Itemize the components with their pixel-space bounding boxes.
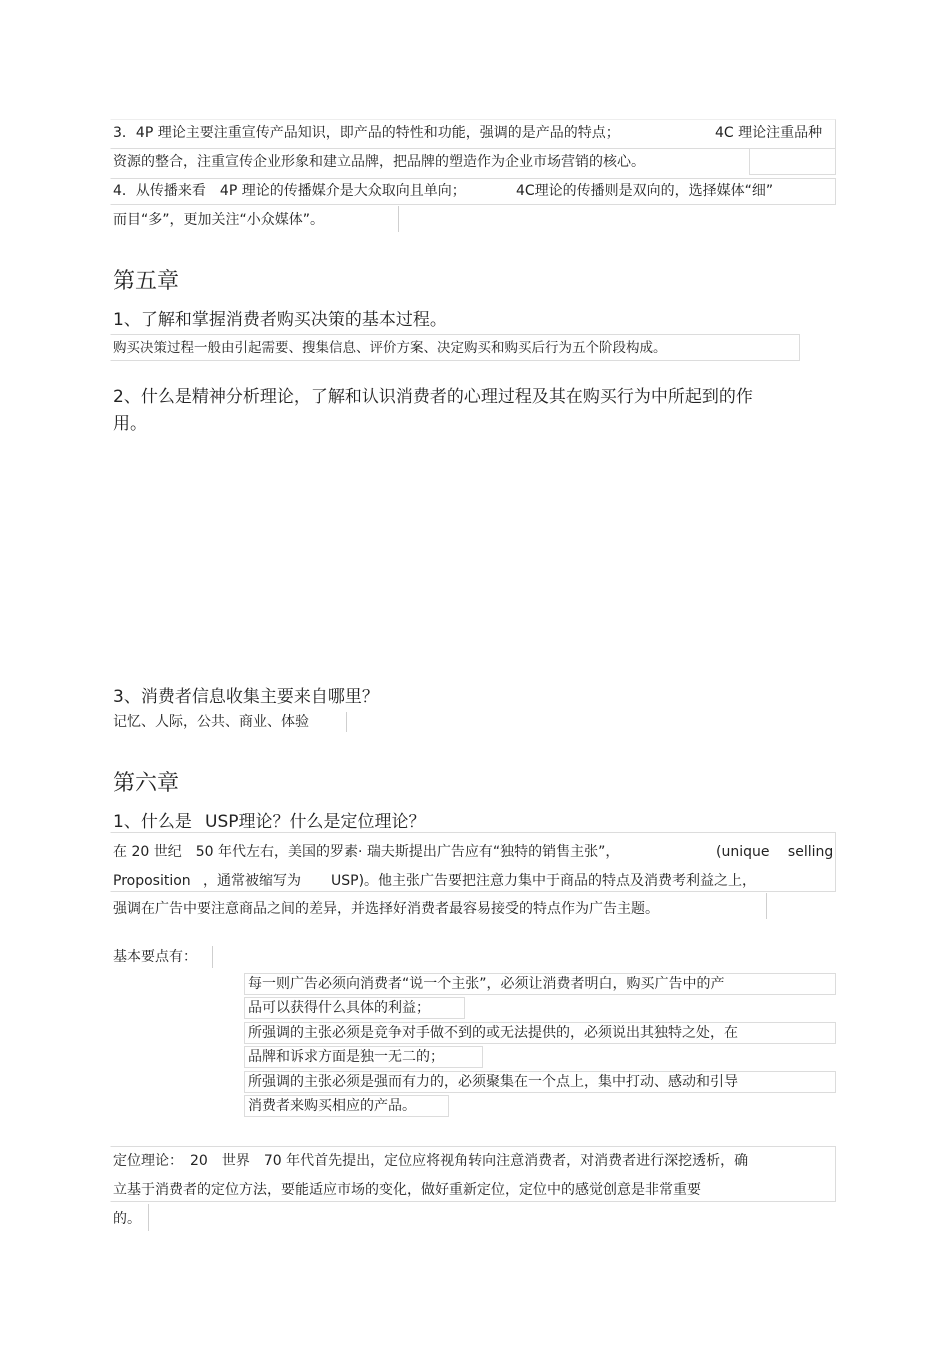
usp-line-3: 强调在广告中要注意商品之间的差异，并选择好消费者最容易接受的特点作为广告主题。 [113,901,659,917]
usp-line-2-proposition: Proposition [113,873,191,889]
positioning-line-1: 定位理论： 20 世界 70 年代首先提出，定位应将视角转向注意消费者，对消费者进行深挖透析，确 [113,1153,749,1169]
usp-line-1-english: (unique selling [716,844,834,860]
point-1-line1: 每一则广告必须向消费者“说一个主张”，必须让消费者明白，购买广告中的产 [248,976,725,992]
question-5-3: 3、消费者信息收集主要来自哪里？ [113,687,379,707]
frame-line [398,206,399,232]
chapter-5-title: 第五章 [113,269,180,294]
point-3-line2: 消费者来购买相应的产品。 [248,1098,416,1114]
answer-5-3: 记忆、人际，公共、商业、体验 [113,714,309,730]
frame-line [766,893,767,919]
point-1-line2: 品可以获得什么具体的利益； [248,1000,430,1016]
frame-line [148,1204,149,1231]
point-2-line1: 所强调的主张必须是竞争对手做不到的或无法提供的，必须说出其独特之处，在 [248,1025,738,1041]
question-5-1: 1、了解和掌握消费者购买决策的基本过程。 [113,310,447,330]
usp-line-2-main: USP)。他主张广告要把注意力集中于商品的特点及消费考利益之上， [331,873,757,889]
point-3-line1: 所强调的主张必须是强而有力的，必须聚集在一个点上，集中打动、感动和引导 [248,1074,738,1090]
frame-line [212,946,213,968]
chapter-6-title: 第六章 [113,771,180,796]
answer-5-1: 购买决策过程一般由引起需要、搜集信息、评价方案、决定购买和购买后行为五个阶段构成。 [113,340,667,356]
paragraph-4p-features: 3．4P 理论主要注重宣传产品知识，即产品的特性和功能，强调的是产品的特点； [113,125,620,141]
positioning-line-2: 立基于消费者的定位方法，要能适应市场的变化，做好重新定位，定位中的感觉创意是非常重要 [113,1182,701,1198]
positioning-line-3: 的。 [113,1211,141,1227]
paragraph-resource-integration: 资源的整合，注重宣传企业形象和建立品牌，把品牌的塑造作为企业市场营销的核心。 [113,154,645,170]
points-label: 基本要点有： [113,949,197,965]
question-5-2-line1: 2、什么是精神分析理论，了解和认识消费者的心理过程及其在购买行为中所起到的作 [113,387,753,407]
paragraph-4c-media: 4C理论的传播则是双向的，选择媒体“细” [516,183,774,199]
usp-line-2-abbrev: ，通常被缩写为 [203,873,301,889]
paragraph-niche-media: 而目“多”，更加关注“小众媒体”。 [113,212,325,228]
frame-box [749,148,836,175]
paragraph-4c-brand: 4C 理论注重品种 [715,125,823,141]
question-6-1-usp: USP理论？什么是定位理论？ [205,812,426,832]
frame-line [346,712,347,732]
usp-line-1: 在 20 世纪 50 年代左右，美国的罗素· 瑞夫斯提出广告应有“独特的销售主张”， [113,844,620,860]
paragraph-4p-media: 4．从传播来看 4P 理论的传播媒介是大众取向且单向； [113,183,466,199]
question-6-1-prefix: 1、什么是 [113,812,192,832]
question-5-2-line2: 用。 [113,414,147,434]
point-2-line2: 品牌和诉求方面是独一无二的； [248,1049,444,1065]
